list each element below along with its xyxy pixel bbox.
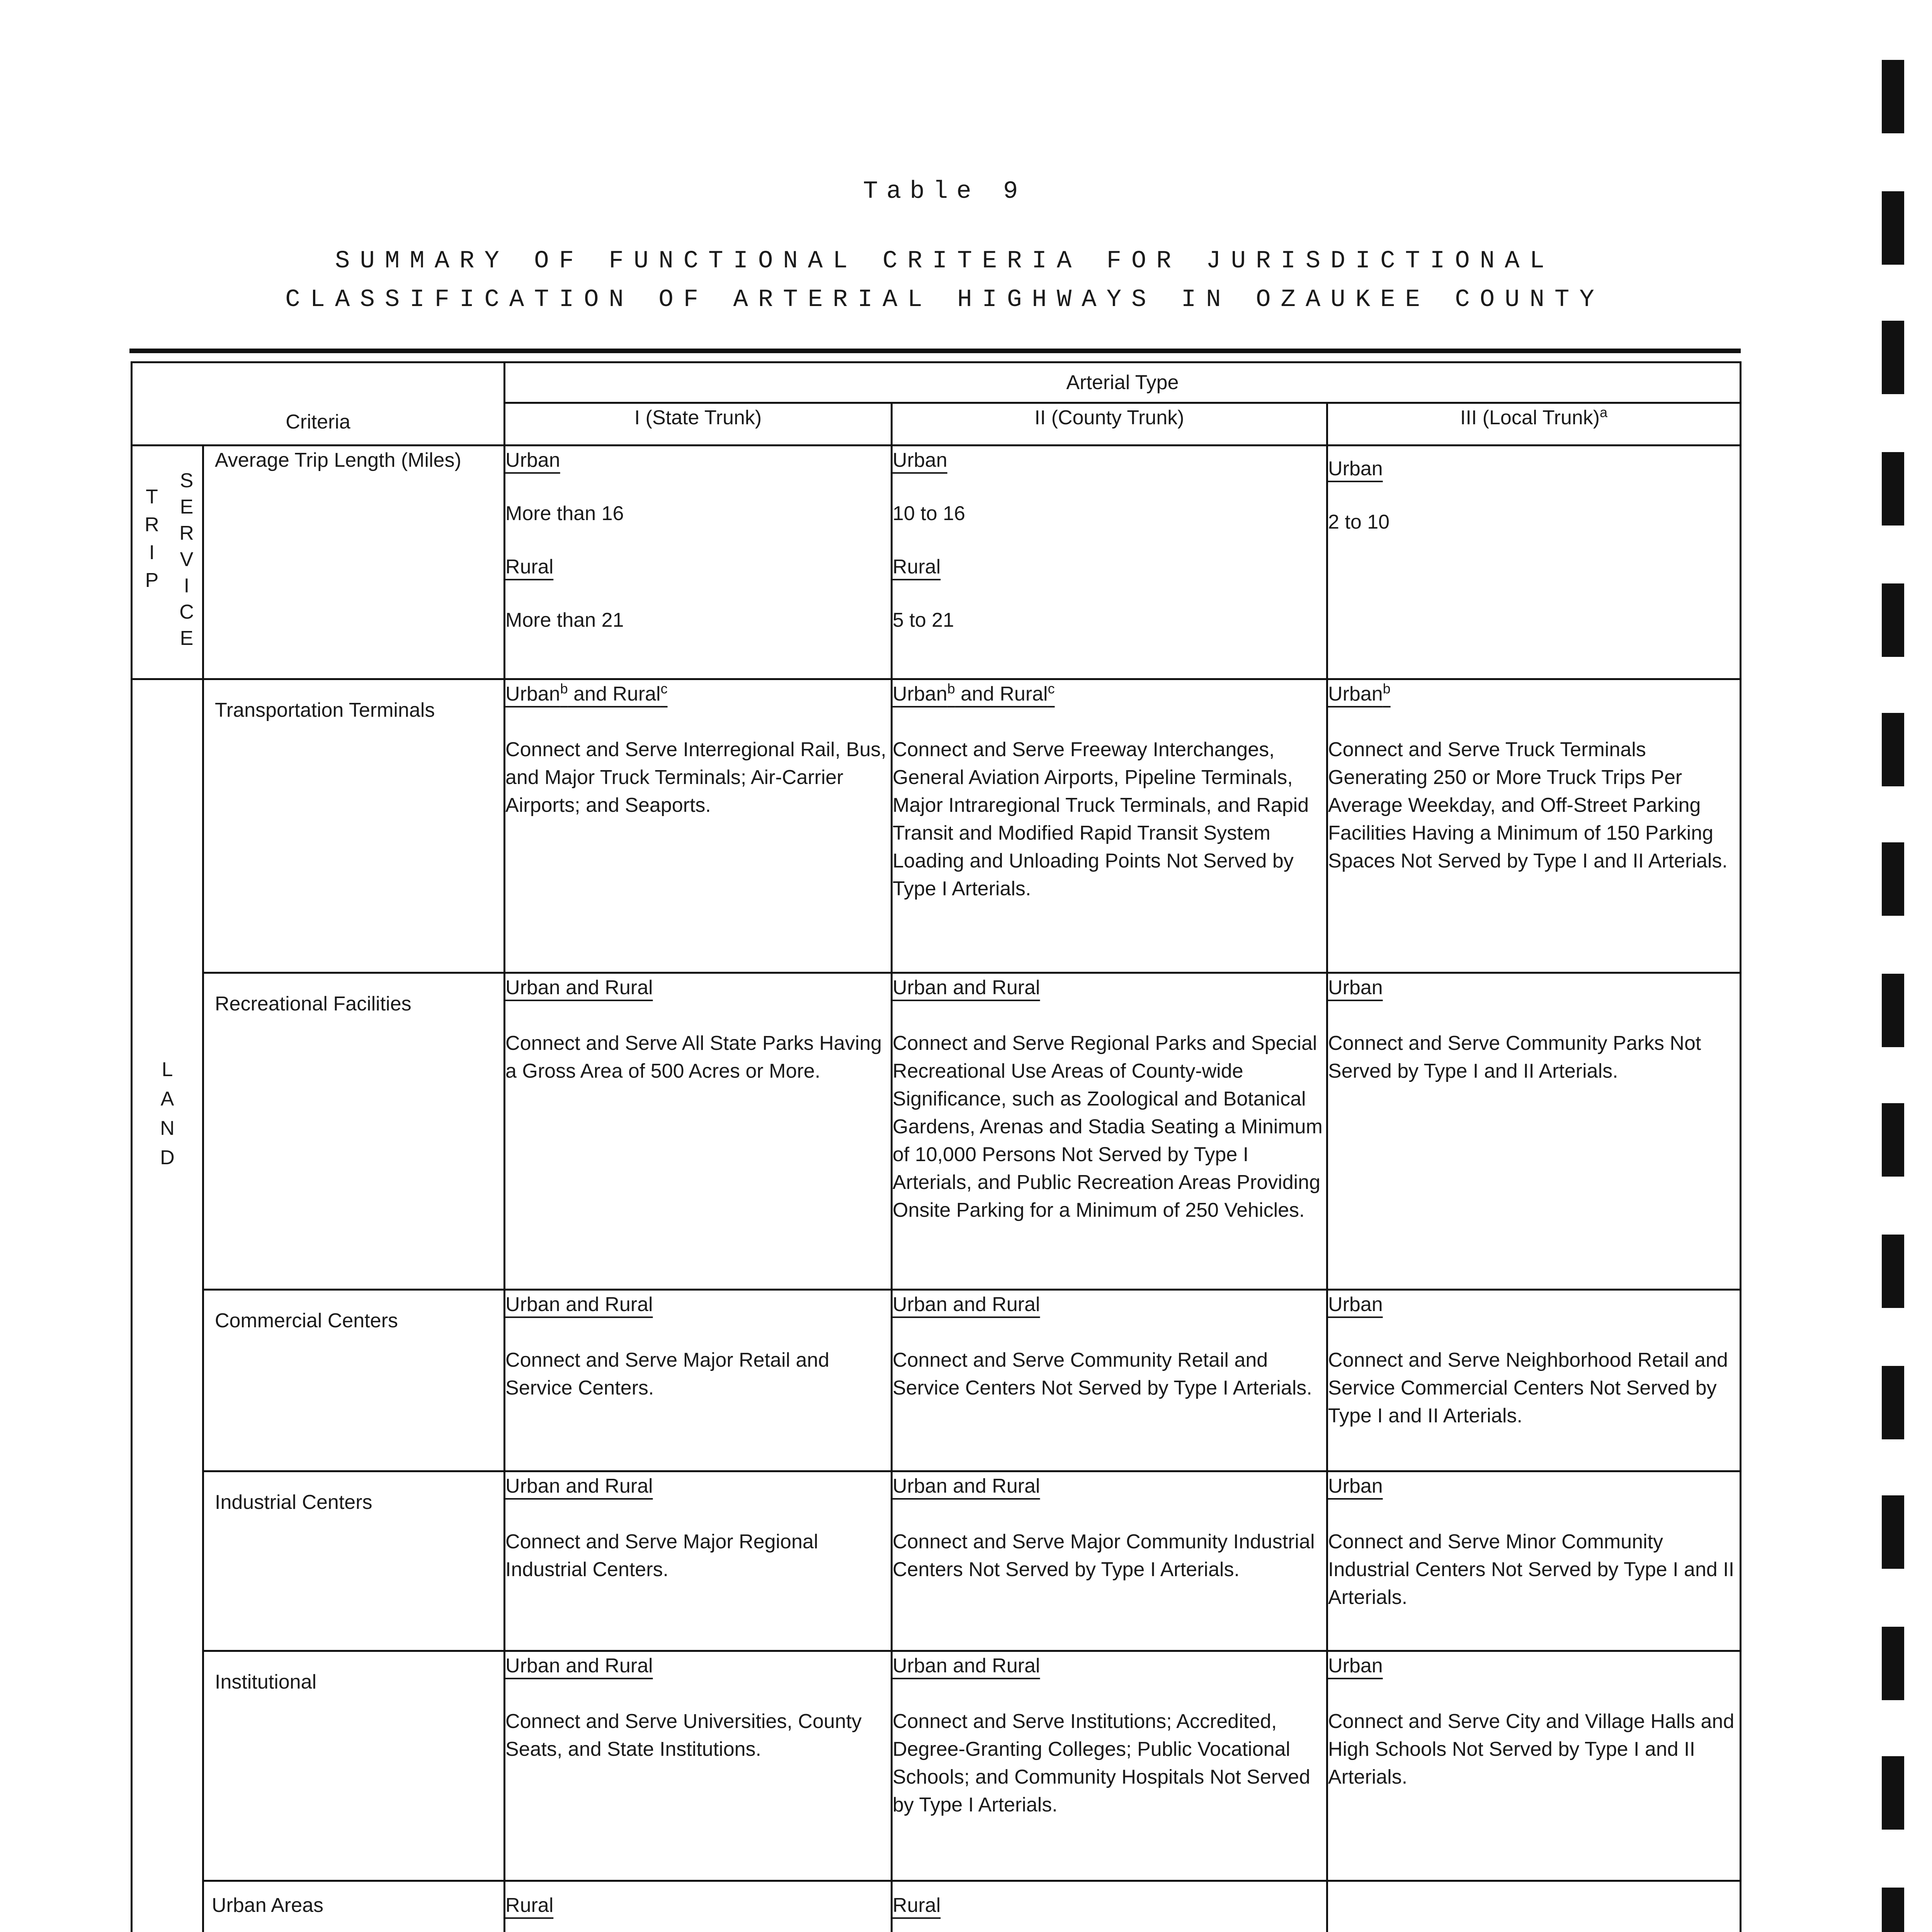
- service-letter: V: [180, 548, 194, 571]
- heading-rule: [129, 349, 1741, 353]
- type2-label: Urban and Rural: [893, 1475, 1040, 1497]
- type1-cell: [505, 679, 892, 973]
- type2-cell: [892, 1881, 1327, 1932]
- criterion-cell: [203, 1290, 505, 1471]
- binding-mark: [1882, 1366, 1904, 1439]
- type2-description: Connect and Serve Major Community Industrial Centers Not Served by Type I Arterials.: [893, 1531, 1315, 1581]
- binding-mark: [1882, 452, 1904, 526]
- trip-criterion: [203, 446, 505, 679]
- binding-mark: [1882, 713, 1904, 786]
- trip-type3: [1327, 446, 1741, 679]
- type1-cell: [505, 973, 892, 1290]
- binding-mark: [1882, 1756, 1904, 1830]
- type3-header-label: III (Local Trunk): [1460, 406, 1600, 429]
- land-letter: D: [160, 1146, 175, 1169]
- land-use-row: [132, 1290, 1741, 1471]
- type3-cell: [1327, 1651, 1741, 1881]
- type2-label: Urban: [893, 683, 947, 705]
- type1-label-footnote-2: c: [660, 680, 668, 697]
- type2-label: Urban and Rural: [893, 1293, 1040, 1316]
- trip-type2-urban-label: Urban: [893, 449, 947, 471]
- binding-mark: [1882, 974, 1904, 1047]
- type3-label: Urban: [1328, 1293, 1383, 1316]
- type2-description: Connect and Serve Regional Parks and Special Recreational Use Areas of County-wide Significance, such as Zoological and Botanical Gardens, Arenas and Stadia Seating a Minimum of 10,000 Persons Not Served by Type I Arterials, and Public Recreation Areas Providing Onsite Parking for a Minimum of 250 Vehicles.: [893, 1032, 1323, 1221]
- land-use-row: [132, 1651, 1741, 1881]
- type2-cell: [892, 1471, 1327, 1651]
- land-letter: L: [162, 1058, 173, 1081]
- type3-label-footnote: b: [1383, 680, 1391, 697]
- type1-label: Urban and Rural: [505, 1475, 653, 1497]
- binding-marks: [1882, 0, 1905, 1932]
- criterion-label: Industrial Centers: [215, 1491, 372, 1514]
- type3-label: Urban: [1328, 1475, 1383, 1497]
- criterion-label: Urban Areas: [212, 1894, 324, 1917]
- binding-mark: [1882, 1888, 1904, 1932]
- use-letters: [133, 1928, 202, 1932]
- header-row-1: [132, 362, 1741, 403]
- type2-label-footnote: b: [947, 680, 955, 697]
- land-use-row: [132, 1471, 1741, 1651]
- binding-mark: [1882, 1235, 1904, 1308]
- trip-letter: T: [146, 486, 158, 508]
- land-use-row: [132, 1881, 1741, 1932]
- trip-letter: P: [145, 569, 159, 592]
- land-letter: A: [160, 1088, 174, 1110]
- type1-description: Connect and Serve Universities, County Seats, and State Institutions.: [505, 1710, 862, 1760]
- type1-cell: [505, 1881, 892, 1932]
- trip-type1-rural-value: More than 21: [505, 609, 624, 631]
- service-letter: I: [184, 575, 190, 597]
- type3-cell: [1327, 1471, 1741, 1651]
- type1-label-and-rural: and Rural: [568, 683, 661, 705]
- criterion-cell: [203, 1471, 505, 1651]
- type3-cell: [1327, 679, 1741, 973]
- type2-label: Rural: [893, 1894, 941, 1917]
- type1-cell: [505, 1651, 892, 1881]
- land-use-row: [132, 679, 1741, 973]
- type3-description: Connect and Serve Community Parks Not Served by Type I and II Arterials.: [1328, 1032, 1701, 1082]
- binding-mark: [1882, 1495, 1904, 1569]
- trip-type2-urban-value: 10 to 16: [893, 502, 965, 525]
- binding-mark: [1882, 191, 1904, 265]
- trip-type2-rural-value: 5 to 21: [893, 609, 954, 631]
- type2-cell: [892, 679, 1327, 973]
- land-use-row: [132, 973, 1741, 1290]
- trip-type1-urban-value: More than 16: [505, 502, 624, 525]
- trip-letters: [140, 483, 163, 594]
- criterion-label: Commercial Centers: [215, 1310, 398, 1332]
- type3-label: Urban: [1328, 683, 1383, 705]
- use-letter: [133, 1928, 202, 1932]
- criterion-label: Transportation Terminals: [215, 699, 435, 721]
- binding-mark: [1882, 583, 1904, 657]
- criterion-label: Recreational Facilities: [215, 993, 412, 1015]
- trip-letter: R: [145, 514, 159, 536]
- service-letters: [175, 468, 198, 651]
- arterial-type-header: [505, 362, 1741, 403]
- binding-mark: [1882, 842, 1904, 916]
- type1-description: Connect and Serve All State Parks Having a Gross Area of 500 Acres or More.: [505, 1032, 882, 1082]
- type3-header-footnote: a: [1600, 404, 1608, 420]
- trip-type2-rural-label: Rural: [893, 556, 941, 578]
- table-heading-line-1: SUMMARY OF FUNCTIONAL CRITERIA FOR JURISDICTIONAL: [335, 247, 1554, 275]
- service-letter: S: [180, 469, 194, 492]
- type2-description: Connect and Serve Freeway Interchanges, General Aviation Airports, Pipeline Terminals, Major Intraregional Truck Terminals, and Rapid Transit and Modified Rapid Transit System Loading and Unloading Points Not Served by Type I Arterials.: [893, 738, 1309, 900]
- type1-description: Connect and Serve Interregional Rail, Bus, and Major Truck Terminals; Air-Carrier Airports; and Seaports.: [505, 738, 886, 816]
- type3-label: Urban: [1328, 1655, 1383, 1677]
- type2-header: [892, 403, 1327, 446]
- type1-description: Connect and Serve Major Retail and Service Centers.: [505, 1349, 830, 1399]
- type1-header-label: I (State Trunk): [634, 406, 762, 429]
- land-letter: N: [160, 1117, 175, 1139]
- arterial-type-label: Arterial Type: [1066, 371, 1179, 394]
- type3-description: Connect and Serve Truck Terminals Generating 250 or More Truck Trips Per Average Weekday, and Off-Street Parking Facilities Having a Minimum of 150 Parking Spaces Not Served by Type I and II Arterials.: [1328, 738, 1728, 872]
- type1-cell: [505, 1290, 892, 1471]
- trip-type1-urban-label: Urban: [505, 449, 560, 471]
- type2-description: Connect and Serve Institutions; Accredited, Degree-Granting Colleges; Public Vocational Schools; and Community Hospitals Not Served by Type I Arterials.: [893, 1710, 1310, 1816]
- type3-description: Connect and Serve Minor Community Industrial Centers Not Served by Type I and II Arterials.: [1328, 1531, 1735, 1609]
- type1-label: Rural: [505, 1894, 554, 1917]
- type2-description: Connect and Serve Community Retail and Service Centers Not Served by Type I Arterials.: [893, 1349, 1312, 1399]
- type3-cell: [1327, 1290, 1741, 1471]
- trip-letter: I: [149, 541, 155, 564]
- trip-type2: [892, 446, 1327, 679]
- type1-label: Urban and Rural: [505, 1293, 653, 1316]
- type1-cell: [505, 1471, 892, 1651]
- criteria-table: [131, 361, 1742, 1932]
- binding-mark: [1882, 60, 1904, 133]
- type3-cell: [1327, 1881, 1741, 1932]
- type1-header: [505, 403, 892, 446]
- service-letter: E: [180, 496, 194, 518]
- trip-type1-rural-label: Rural: [505, 556, 554, 578]
- type1-label: Urban and Rural: [505, 976, 653, 999]
- type2-label-and-rural: and Rural: [955, 683, 1048, 705]
- table-heading-line-2: CLASSIFICATION OF ARTERIAL HIGHWAYS IN OZAUKEE COUNTY: [285, 286, 1604, 314]
- type2-label: Urban and Rural: [893, 1655, 1040, 1677]
- binding-mark: [1882, 321, 1904, 394]
- criterion-cell: [203, 1651, 505, 1881]
- trip-criterion-label: Average Trip Length (Miles): [215, 449, 461, 471]
- type2-cell: [892, 973, 1327, 1290]
- land-letters: [133, 1055, 202, 1172]
- service-letter: C: [179, 601, 194, 623]
- type1-description: Connect and Serve Major Regional Industrial Centers.: [505, 1531, 818, 1581]
- binding-mark: [1882, 1627, 1904, 1700]
- type1-label: Urban and Rural: [505, 1655, 653, 1677]
- type3-cell: [1327, 973, 1741, 1290]
- trip-service-row: [132, 446, 1741, 679]
- type1-label-footnote: b: [560, 680, 568, 697]
- trip-service-side-label: [132, 446, 203, 679]
- land-use-side-label: [132, 679, 203, 1932]
- trip-type3-urban-label: Urban: [1328, 457, 1383, 480]
- binding-mark: [1882, 1103, 1904, 1177]
- type3-label: Urban: [1328, 976, 1383, 999]
- type2-label: Urban and Rural: [893, 976, 1040, 999]
- type2-cell: [892, 1290, 1327, 1471]
- criteria-header: [132, 362, 505, 446]
- criterion-cell: [203, 973, 505, 1290]
- criterion-label: Institutional: [215, 1671, 317, 1693]
- type3-header: [1327, 403, 1741, 446]
- service-letter: R: [179, 522, 194, 544]
- service-letter: E: [180, 627, 194, 650]
- type2-cell: [892, 1651, 1327, 1881]
- table-title: Table 9: [863, 178, 1027, 206]
- type1-label: Urban: [505, 683, 560, 705]
- criterion-cell: [203, 679, 505, 973]
- criterion-cell: [203, 1881, 505, 1932]
- type2-header-label: II (County Trunk): [1034, 406, 1184, 429]
- type2-label-footnote-2: c: [1048, 680, 1055, 697]
- trip-type1: [505, 446, 892, 679]
- trip-type3-urban-value: 2 to 10: [1328, 511, 1390, 533]
- type3-description: Connect and Serve Neighborhood Retail and Service Commercial Centers Not Served by Type I and II Arterials.: [1328, 1349, 1728, 1427]
- criteria-header-label: Criteria: [286, 411, 350, 433]
- type3-description: Connect and Serve City and Village Halls and High Schools Not Served by Type I and II Arterials.: [1328, 1710, 1735, 1788]
